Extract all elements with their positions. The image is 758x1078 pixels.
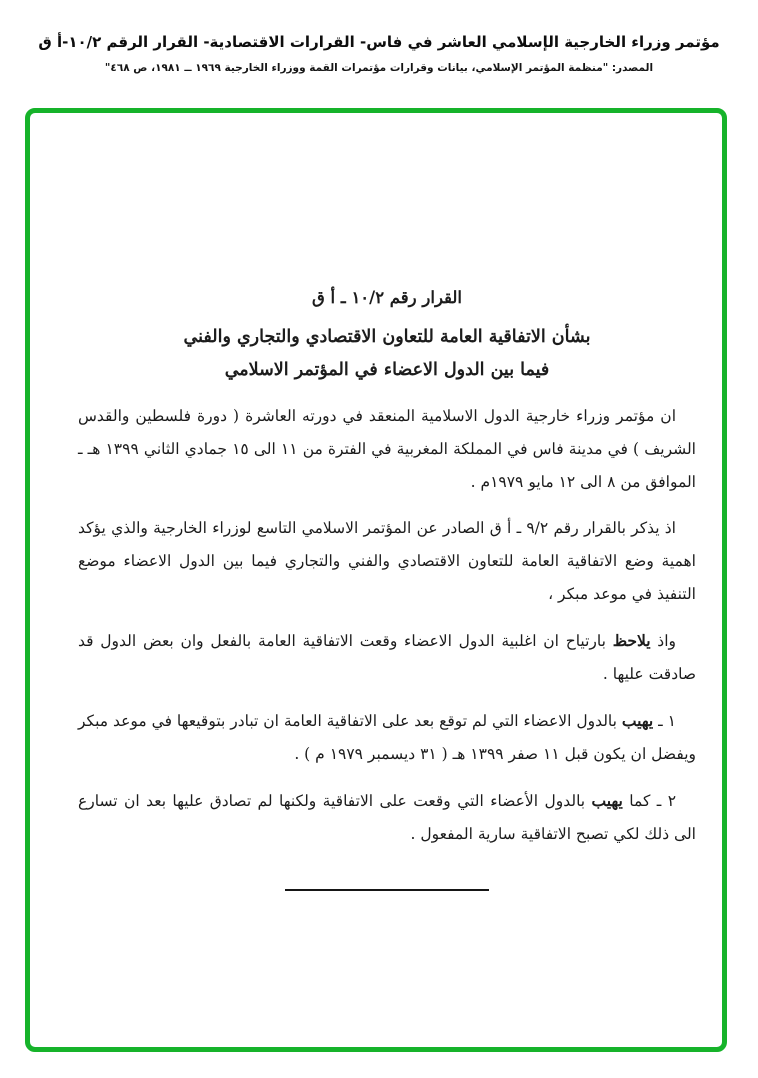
resolution-number: القرار رقم ١٠/٢ ـ أ ق — [311, 288, 463, 307]
body-paragraph: ان مؤتمر وزراء خارجية الدول الاسلامية المنعقد في دورته العاشرة ( دورة فلسطين والقدس الشريف ) في مدينة فاس في المملكة المغربية في الفترة من ١١ الى ١٥ جمادي الثاني ١٣٩٩ هـ ـ الموافق من ٨ الى ١٢ مايو ١٩٧٩م . — [78, 407, 696, 491]
document-subject-line-1: بشأن الاتفاقية العامة للتعاون الاقتصادي والتجاري والفني — [183, 327, 591, 347]
header-source: المصدر: "منظمة المؤتمر الإسلامي، بيانات وقرارات مؤتمرات القمة ووزراء الخارجية ١٩٦٩ ــ ١٩٨١، ص ٤٦٨" — [104, 62, 654, 74]
closing-rule — [285, 889, 489, 891]
body-paragraph: واذ يلاحظ بارتياح ان اغلبية الدول الاعضاء وقعت الاتفاقية العامة بالفعل وان بعض الدول قد صادقت عليها . — [78, 631, 696, 683]
document-body — [30, 113, 722, 891]
body-paragraph: اذ يذكر بالقرار رقم ٩/٢ ـ أ ق الصادر عن المؤتمر الاسلامي التاسع لوزراء الخارجية والذي يؤكد اهمية وضع الاتفاقية العامة للتعاون الاقتصادي والفني والتجاري فيما بين الدول الاعضاء موضع التنفيذ في موعد مبكر ، — [78, 519, 696, 603]
document-frame — [25, 108, 727, 1052]
body-paragraph: ٢ ـ كما يهيب بالدول الأعضاء التي وقعت على الاتفاقية ولكنها لم تصادق عليها بعد ان تسارع الى ذلك لكي تصبح الاتفاقية سارية المفعول . — [78, 791, 696, 843]
header-title: مؤتمر وزراء الخارجية الإسلامي العاشر في فاس- القرارات الاقتصادية- القرار الرقم ١٠/٢-أ ق — [38, 33, 720, 51]
body-paragraph: ١ ـ يهيب بالدول الاعضاء التي لم توقع بعد على الاتفاقية العامة ان تبادر بتوقيعها في موعد مبكر ويفضل ان يكون قبل ١١ صفر ١٣٩٩ هـ ( ٣١ ديسمبر ١٩٧٩ م ) . — [78, 711, 696, 763]
document-subject-line-2: فيما بين الدول الاعضاء في المؤتمر الاسلامي — [224, 360, 550, 380]
page-header — [0, 0, 758, 74]
